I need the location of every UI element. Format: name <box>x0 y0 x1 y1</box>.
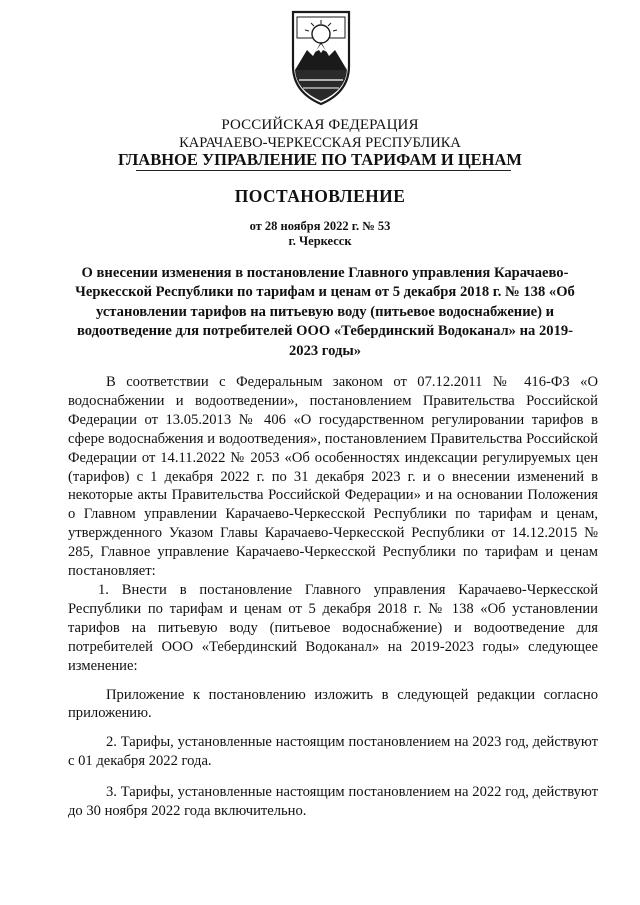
item-3-paragraph: 3. Тарифы, установленные настоящим постановлением на 2022 год, действуют до 30 ноября 2022 года включительно. <box>68 784 598 820</box>
header-republic: КАРАЧАЕВО-ЧЕРКЕССКАЯ РЕСПУБЛИКА <box>179 135 461 151</box>
preamble-paragraph: В соответствии с Федеральным законом от 07.12.2011 № 416-ФЗ «О водоснабжении и водоотведении», постановлением Правительства Российской Федерации от 13.05.2013 № 406 «О государственном регулировании тарифов в сфере водоснабжения и водоотведения», постановлением Правительства Российской Федерации от 14.11.2022 № 2053 «Об особенностях индексации регулируемых цен (тарифов) с 1 декабря 2022 г. по 31 декабря 2023 г. и о внесении изменений в некоторые акты Правительства Российской Федерации» и на основании Положения о Главном управлении Карачаево-Черкесской Республики по тарифам и ценам, утвержденного Указом Главы Карачаево-Черкесской Республики от 14.12.2015 № 285, Главное управление Карачаево-Черкесской Республики по тарифам и ценам постановляет: <box>68 374 598 580</box>
document-type: ПОСТАНОВЛЕНИЕ <box>234 186 406 206</box>
document-date-number: от 28 ноября 2022 г. № 53 <box>249 219 391 233</box>
header-country: РОССИЙСКАЯ ФЕДЕРАЦИЯ <box>221 117 419 133</box>
item-2-paragraph: 2. Тарифы, установленные настоящим постановлением на 2023 год, действуют с 01 декабря 2022 года. <box>68 734 598 770</box>
document-body <box>68 373 598 821</box>
item-1-detail-paragraph: Приложение к постановлению изложить в следующей редакции согласно приложению. <box>68 686 598 722</box>
document-title: О внесении изменения в постановление Главного управления Карачаево-Черкесской Республики по тарифам и ценам от 5 декабря 2018 г. № 138 «Об установлении тарифов на питьевую воду (питьевое водоснабжение) и водоотведение для потребителей ООО «Тебердинский Водоканал» на 2019-2023 годы» <box>75 265 575 359</box>
header-divider <box>136 170 511 171</box>
coat-of-arms-emblem <box>289 8 353 108</box>
document-city: г. Черкесск <box>288 234 352 248</box>
sun-disc <box>312 25 330 43</box>
item-1-paragraph: 1. Внести в постановление Главного управления Карачаево-Черкесской Республики по тарифам и ценам от 5 декабря 2018 г. № 138 «Об установлении тарифов на питьевую воду (питьевое водоснабжение) и водоотведение для потребителей ООО «Тебердинский Водоканал» на 2019-2023 годы» следующее изменение: <box>68 581 598 674</box>
header-agency: ГЛАВНОЕ УПРАВЛЕНИЕ ПО ТАРИФАМ И ЦЕНАМ <box>117 150 522 169</box>
lower-field <box>295 70 347 101</box>
